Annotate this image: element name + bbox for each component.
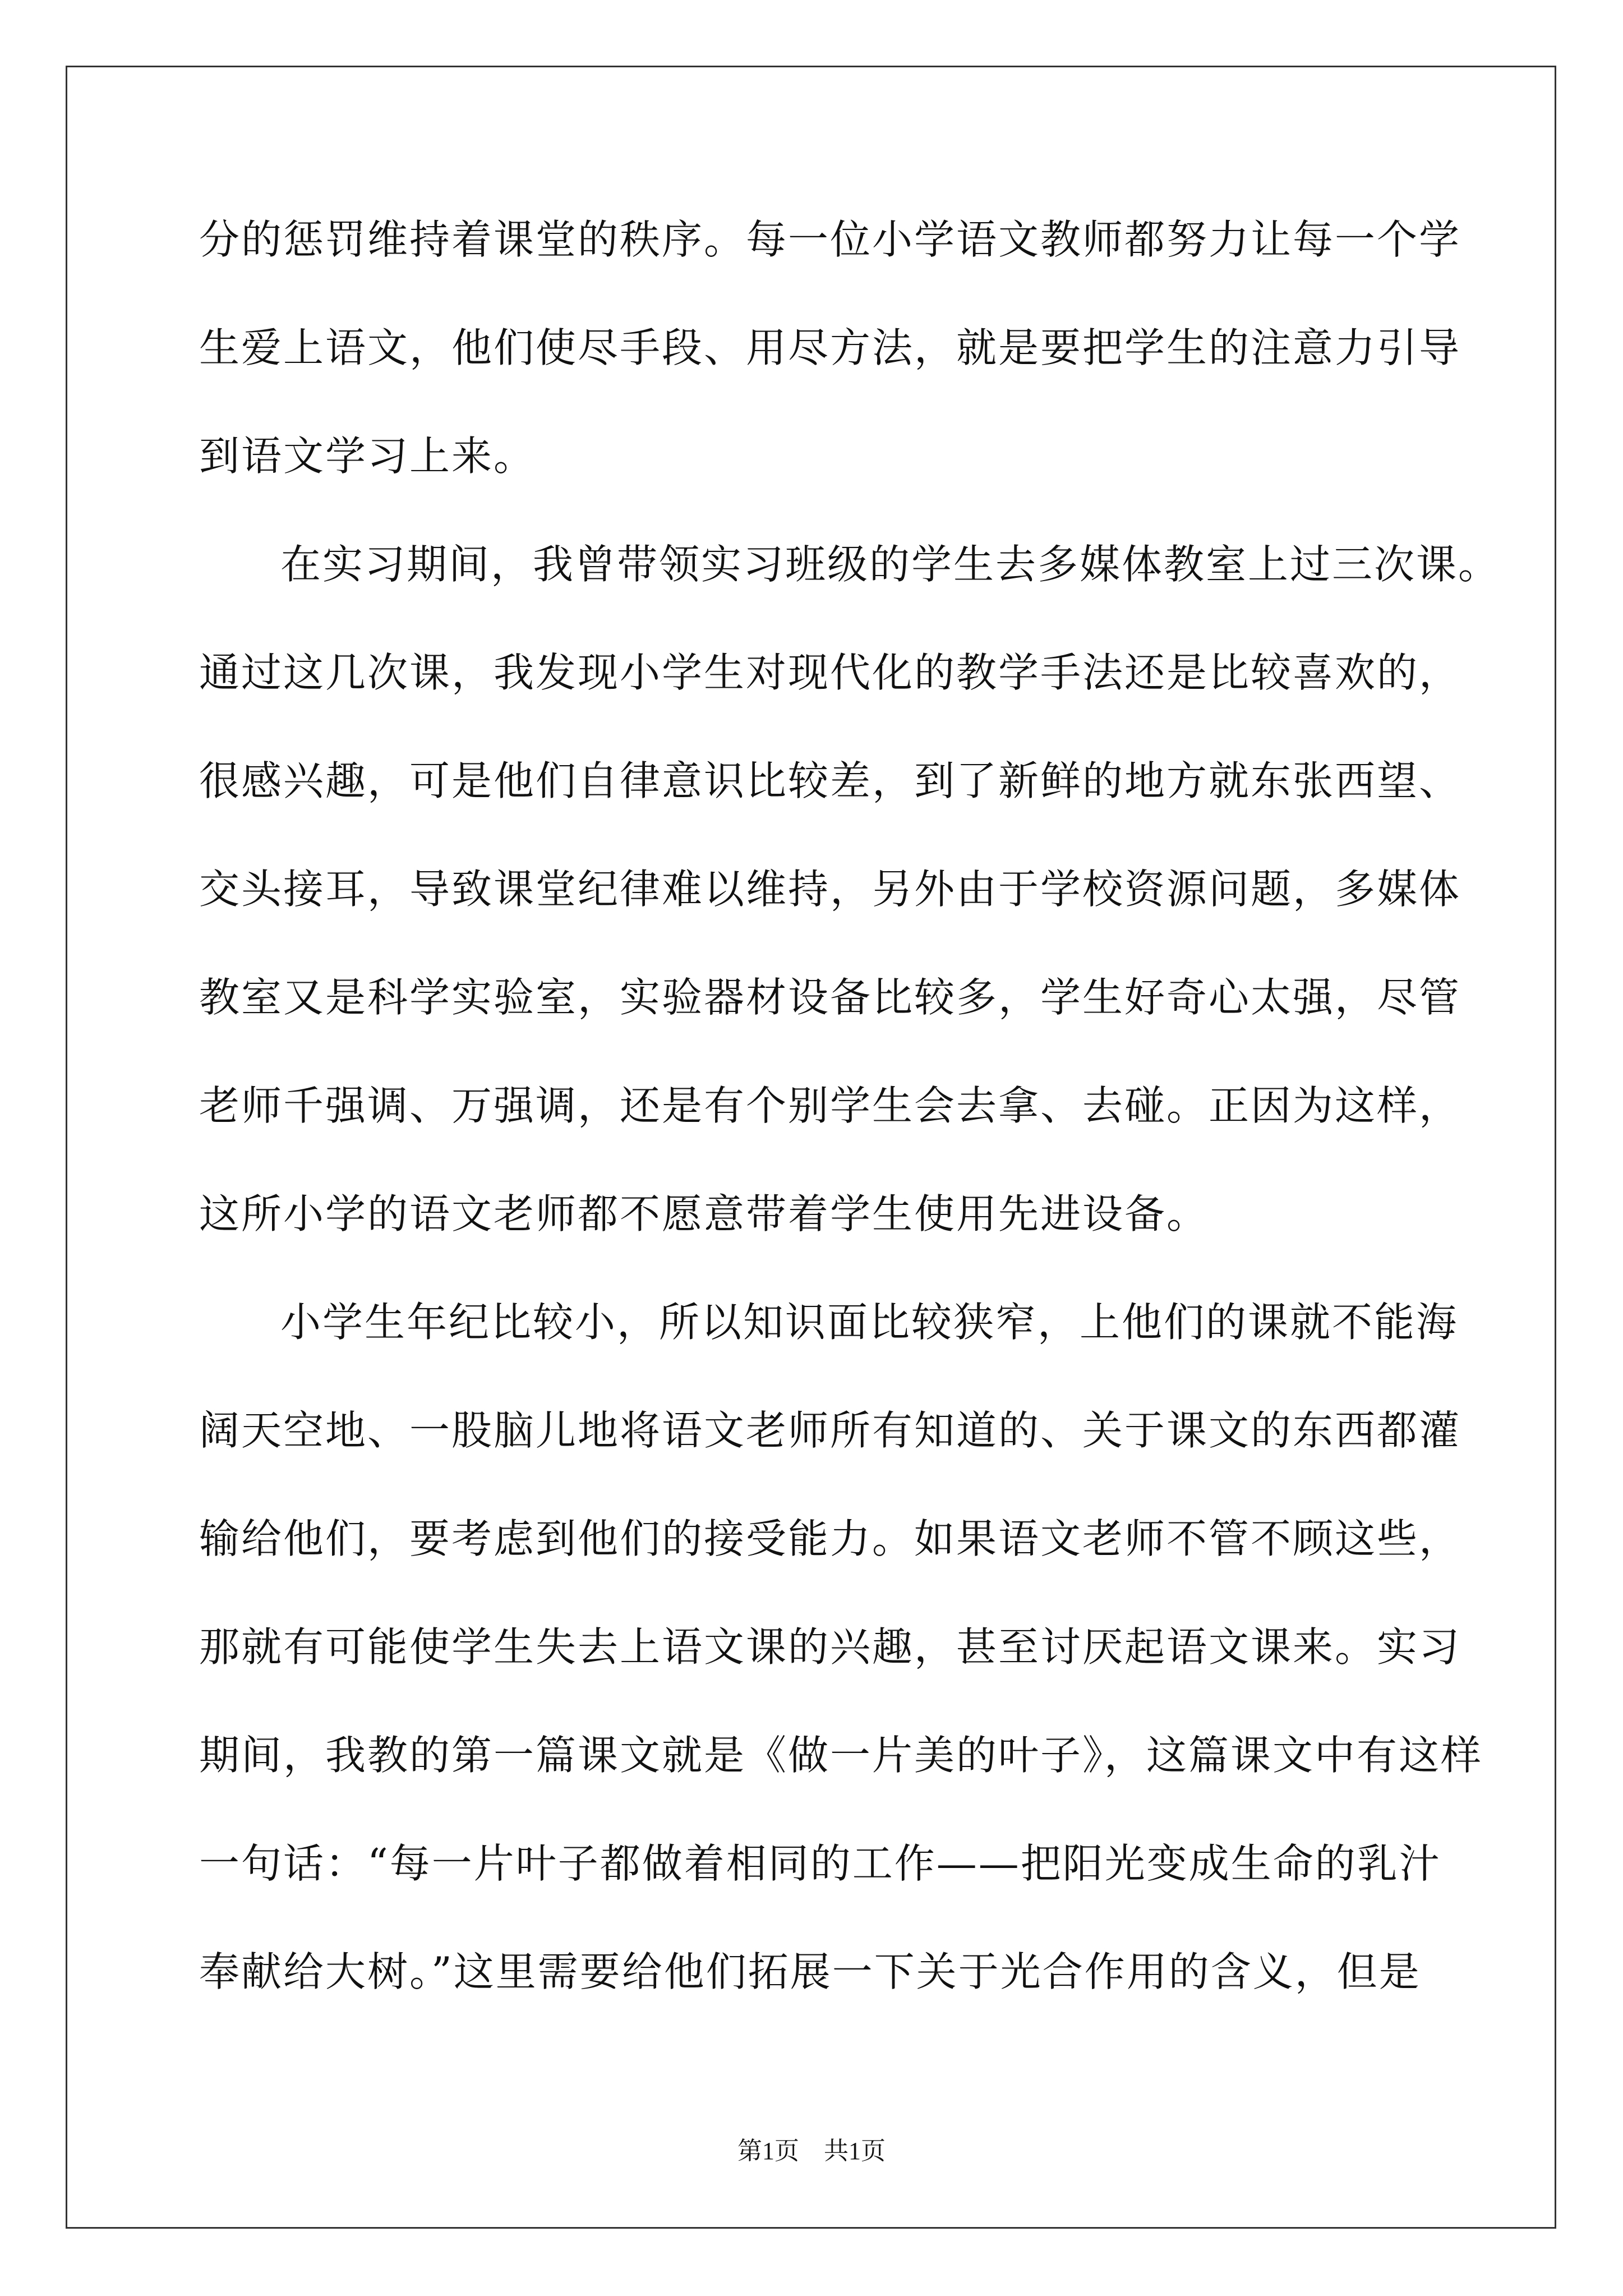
text-line: 一句话：“每一片叶子都做着相同的工作——把阳光变成生命的乳汁 bbox=[199, 1840, 1441, 1887]
text-line: 那就有可能使学生失去上语文课的兴趣，甚至讨厌起语文课来。实习 bbox=[199, 1623, 1461, 1671]
paragraph-start-line: 在实习期间，我曾带领实习班级的学生去多媒体教室上过三次课。 bbox=[280, 541, 1501, 588]
page-number: 第1页 bbox=[737, 2137, 799, 2165]
text-line: 输给他们，要考虑到他们的接受能力。如果语文老师不管不顾这些， bbox=[199, 1515, 1461, 1562]
text-line: 生爱上语文，他们使尽手段、用尽方法，就是要把学生的注意力引导 bbox=[199, 324, 1461, 371]
text-line: 交头接耳，导致课堂纪律难以维持，另外由于学校资源问题，多媒体 bbox=[199, 866, 1461, 913]
text-line: 阔天空地、一股脑儿地将语文老师所有知道的、关于课文的东西都灌 bbox=[199, 1407, 1461, 1454]
text-line: 通过这几次课，我发现小学生对现代化的教学手法还是比较喜欢的， bbox=[199, 649, 1461, 696]
text-line: 老师千强调、万强调，还是有个别学生会去拿、去碰。正因为这样， bbox=[199, 1082, 1461, 1129]
text-line: 教室又是科学实验室，实验器材设备比较多，学生好奇心太强，尽管 bbox=[199, 974, 1461, 1021]
page-footer bbox=[0, 2131, 1623, 2166]
text-line: 到语文学习上来。 bbox=[199, 432, 536, 480]
text-line: 奉献给大树。”这里需要给他们拓展一下关于光合作用的含义，但是 bbox=[199, 1948, 1421, 1995]
page-total: 共1页 bbox=[824, 2137, 886, 2165]
text-line: 期间，我教的第一篇课文就是《做一片美的叶子》，这篇课文中有这样 bbox=[199, 1732, 1483, 1779]
page-frame bbox=[66, 66, 1556, 2229]
paragraph-start-line: 小学生年纪比较小，所以知识面比较狭窄，上他们的课就不能海 bbox=[280, 1299, 1459, 1346]
text-line: 这所小学的语文老师都不愿意带着学生使用先进设备。 bbox=[199, 1190, 1209, 1237]
text-line: 很感兴趣，可是他们自律意识比较差，到了新鲜的地方就东张西望、 bbox=[199, 757, 1461, 804]
text-line: 分的惩罚维持着课堂的秩序。每一位小学语文教师都努力让每一个学 bbox=[199, 216, 1461, 263]
